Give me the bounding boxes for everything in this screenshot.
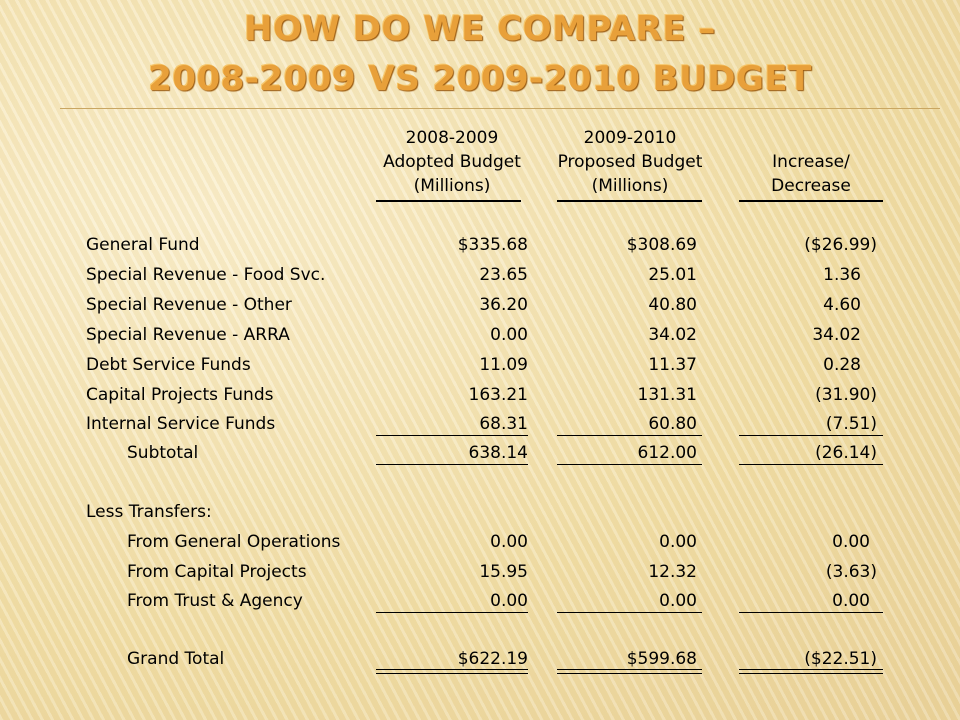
table-row xyxy=(0,263,960,287)
value-change: 34.02 xyxy=(812,325,861,345)
table-row xyxy=(0,233,960,257)
value-2008-2009: 0.00 xyxy=(490,325,528,345)
value-2009-2010: 131.31 xyxy=(637,385,697,405)
grand-total-double-underline xyxy=(376,669,528,674)
value-2008-2009: 638.14 xyxy=(468,443,528,463)
row-label: Special Revenue - Food Svc. xyxy=(86,265,326,285)
header-increase-decrease xyxy=(735,126,887,198)
value-2008-2009: $622.19 xyxy=(457,649,528,669)
table-row xyxy=(0,530,960,554)
subtotal-underline xyxy=(376,464,528,465)
subtotal-underline xyxy=(557,464,702,465)
value-change: 1.36 xyxy=(823,265,861,285)
value-2009-2010: 60.80 xyxy=(648,414,697,434)
table-row xyxy=(0,560,960,584)
row-label: Capital Projects Funds xyxy=(86,385,274,405)
row-label: From General Operations xyxy=(127,532,341,552)
subtotal-rule xyxy=(376,435,528,436)
row-label: General Fund xyxy=(86,235,200,255)
value-change: (7.51) xyxy=(825,414,877,434)
row-label: Special Revenue - Other xyxy=(86,295,292,315)
row-label: From Trust & Agency xyxy=(127,591,303,611)
title-line-1: HOW DO WE COMPARE – xyxy=(244,9,716,49)
header-underline xyxy=(557,200,702,202)
value-2009-2010: 11.37 xyxy=(648,355,697,375)
subtotal-rule xyxy=(739,435,883,436)
transfers-heading: Less Transfers: xyxy=(86,502,212,522)
table-row xyxy=(0,589,960,613)
value-2009-2010: 612.00 xyxy=(637,443,697,463)
value-change: (3.63) xyxy=(825,562,877,582)
value-2009-2010: 12.32 xyxy=(648,562,697,582)
value-2008-2009: $335.68 xyxy=(457,235,528,255)
value-change: 0.28 xyxy=(823,355,861,375)
header-line: (Millions) xyxy=(591,176,669,196)
table-row xyxy=(0,323,960,347)
row-label: Internal Service Funds xyxy=(86,414,276,434)
subtotal-row xyxy=(0,441,960,465)
grand-total-row xyxy=(0,647,960,671)
header-line: Increase/ xyxy=(772,152,850,172)
value-2009-2010: 0.00 xyxy=(659,591,697,611)
header-line: 2009-2010 xyxy=(583,128,677,148)
table-row xyxy=(0,293,960,317)
value-2008-2009: 68.31 xyxy=(479,414,528,434)
value-2008-2009: 0.00 xyxy=(490,591,528,611)
grand-total-double-underline xyxy=(739,669,883,674)
header-underline xyxy=(739,200,883,202)
subtotal-rule xyxy=(557,435,702,436)
table-row xyxy=(0,383,960,407)
grand-total-double-underline xyxy=(557,669,702,674)
header-underline xyxy=(376,200,521,202)
value-change: (26.14) xyxy=(815,443,877,463)
row-label: Debt Service Funds xyxy=(86,355,251,375)
header-line: Decrease xyxy=(771,176,851,196)
table-row xyxy=(0,353,960,377)
transfers-underline xyxy=(376,612,528,613)
value-2009-2010: $308.69 xyxy=(626,235,697,255)
value-2008-2009: 11.09 xyxy=(479,355,528,375)
table-row xyxy=(0,412,960,436)
title-line-2: 2008-2009 VS 2009-2010 BUDGET xyxy=(148,59,812,99)
value-2009-2010: 25.01 xyxy=(648,265,697,285)
value-2008-2009: 15.95 xyxy=(479,562,528,582)
row-label: Grand Total xyxy=(127,649,225,669)
value-2008-2009: 163.21 xyxy=(468,385,528,405)
row-label: Special Revenue - ARRA xyxy=(86,325,290,345)
value-2009-2010: 40.80 xyxy=(648,295,697,315)
value-2008-2009: 23.65 xyxy=(479,265,528,285)
header-line: (Millions) xyxy=(413,176,491,196)
value-2009-2010: 34.02 xyxy=(648,325,697,345)
header-line: 2008-2009 xyxy=(405,128,499,148)
row-label: Subtotal xyxy=(127,443,199,463)
header-line xyxy=(735,126,887,150)
transfers-underline xyxy=(557,612,702,613)
value-2008-2009: 0.00 xyxy=(490,532,528,552)
row-label: From Capital Projects xyxy=(127,562,307,582)
header-line: Adopted Budget xyxy=(383,152,521,172)
value-change: 4.60 xyxy=(823,295,861,315)
header-line: Proposed Budget xyxy=(557,152,703,172)
value-change: 0.00 xyxy=(832,591,870,611)
subtotal-underline xyxy=(739,464,883,465)
value-change: ($26.99) xyxy=(804,235,877,255)
value-2008-2009: 36.20 xyxy=(479,295,528,315)
header-proposed-budget xyxy=(537,126,723,198)
value-change: ($22.51) xyxy=(804,649,877,669)
header-adopted-budget xyxy=(366,126,538,198)
transfers-underline xyxy=(739,612,883,613)
value-2009-2010: 0.00 xyxy=(659,532,697,552)
transfers-heading-row xyxy=(0,500,960,524)
value-2009-2010: $599.68 xyxy=(626,649,697,669)
value-change: (31.90) xyxy=(815,385,877,405)
value-change: 0.00 xyxy=(832,532,870,552)
